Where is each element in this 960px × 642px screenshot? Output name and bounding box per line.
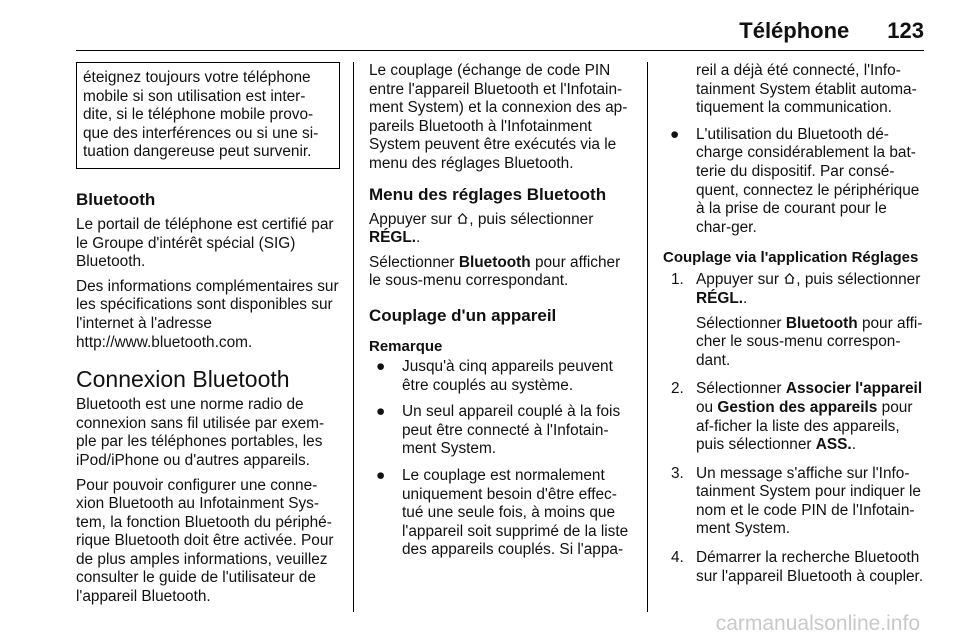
warning-text: éteignez toujours votre téléphone mobile si son utilisation est inter-dite, si le téléphone mobile provo-que des interférences ou si une si-tuation dangereuse peut survenir. [83,69,319,161]
steps-list [663,271,925,586]
settings-menu-p1-b: , puis sélectionner [469,210,594,228]
associer-label: Associer l'appareil [785,380,923,398]
column-divider-2 [647,62,648,612]
bullet-icon: ● [376,403,386,421]
section-title: Téléphone [739,18,850,43]
settings-menu-p1-a: Appuyer sur [369,210,452,228]
home-icon [783,272,796,285]
step-2-c: pour af-ficher la liste des appareils, puis sélectionner [696,398,913,454]
settings-menu-p1 [369,211,635,248]
step-item [671,549,925,586]
regl-label: RÉGL. [696,289,744,307]
note-list [369,358,635,560]
column-divider-1 [353,62,354,612]
list-item [375,358,635,395]
settings-menu-heading: Menu des réglages Bluetooth [369,184,607,204]
bluetooth-label: Bluetooth [458,253,531,271]
list-item [375,467,635,560]
step-number: 4. [671,549,684,567]
settings-menu-p2 [369,254,635,291]
step-number: 1. [671,271,684,289]
step-1-b: , puis sélectionner [796,271,921,289]
settings-menu-p2-b: pour afficher le sous-menu correspondant. [369,253,621,290]
gestion-label: Gestion des appareils [717,398,878,416]
step-item [671,465,925,539]
step-2-b: ou [696,398,714,416]
step-3-text: Un message s'affiche sur l'Info-tainment System pour indiquer le nom et le code PIN de l'Infotain-ment System. [696,464,921,538]
header-rule [76,50,924,51]
bluetooth-paragraph-1: Le portail de téléphone est certifié par le Groupe d'intérêt spécial (SIG) Bluetooth. [76,215,334,271]
note-list-continued [663,126,925,238]
regl-label: RÉGL. [369,229,417,247]
list-item [375,403,635,459]
connexion-paragraph-2: Pour pouvoir configurer une conne-xion Bluetooth au Infotainment Sys-tem, la fonction Bluetooth du périphé-rique Bluetooth doit être activée. Pour de plus amples informations, veuillez consulter le guide de l'utilisateur de l'appareil Bluetooth. [76,476,334,606]
pairing-intro: Le couplage (échange de code PIN entre l'appareil Bluetooth et l'Infotain-ment System) et la connexion des ap-pareils Bluetooth à l'Infotainment System peuvent être exécutés via le menu des réglages Bluetooth. [369,62,628,172]
watermark: carmanualsonline.info [715,612,920,635]
step-number: 2. [671,380,684,398]
settings-menu-p1-end: . [416,229,421,247]
home-icon [456,212,469,225]
bluetooth-paragraph-2 [76,278,340,352]
step-1-p2-a: Sélectionner [696,314,782,332]
note-heading: Remarque [369,337,443,355]
step-item [671,380,925,454]
bluetooth-label: Bluetooth [785,314,858,332]
warning-box [76,62,340,169]
list-item-text: Un seul appareil couplé à la fois peut être connecté à l'Infotain-ment System. [402,403,621,458]
bullet-icon: ● [376,466,386,484]
step-1-text [696,271,925,308]
connexion-paragraph-1: Bluetooth est une norme radio de connexion sans fil utilisée par exem-ple par les téléphones portables, les iPod/iPhone ou d'autres appareils. [76,396,325,469]
list-item-text: Le couplage est normalement uniquement besoin d'être effec-tué une seule fois, à moins que l'appareil soit supprimé de la liste des appareils couplés. Si l'appa- [402,466,629,559]
step-1-text-2 [696,315,925,371]
step-2-a: Sélectionner [696,380,782,398]
bullet-icon: ● [670,125,680,143]
page-number: 123 [887,18,924,43]
settings-menu-p2-a: Sélectionner [369,253,455,271]
step-item [671,271,925,370]
page-header [739,18,924,44]
step-1-a: Appuyer sur [696,271,779,289]
step-1-p2-b: pour affi-cher le sous-menu correspon-dant. [696,314,923,369]
bluetooth-heading: Bluetooth [76,189,156,209]
step-2-end: . [851,436,856,454]
step-number: 3. [671,464,684,482]
bullet-continuation: reil a déjà été connecté, l'Info-tainment System établit automa-tiquement la communication. [696,62,917,117]
step-1-end: . [743,289,748,307]
connexion-heading: Connexion Bluetooth [76,366,290,393]
column-2 [369,62,635,568]
list-item [669,126,925,238]
list-item-text: L'utilisation du Bluetooth dé-charge considérablement la bat-terie du dispositif. Par consé-quent, connectez le périphérique à la prise de courant pour le char-ger. [696,125,920,236]
step-4-text: Démarrer la recherche Bluetooth sur l'appareil Bluetooth à coupler. [696,549,924,585]
ass-label: ASS. [815,436,852,454]
bullet-icon: ● [376,357,386,375]
step-2-text [696,380,925,454]
column-3 [663,62,925,596]
column-1 [76,62,340,613]
app-pairing-heading: Couplage via l'application Réglages [663,249,919,267]
pairing-heading: Couplage d'un appareil [369,305,557,325]
bluetooth-url: http://www.bluetooth.com. [76,333,253,351]
bluetooth-paragraph-2-text: Des informations complémentaires sur les spécifications sont disponibles sur l'internet à l'adresse [76,277,339,332]
list-item-text: Jusqu'à cinq appareils peuvent être couplés au système. [402,357,613,394]
